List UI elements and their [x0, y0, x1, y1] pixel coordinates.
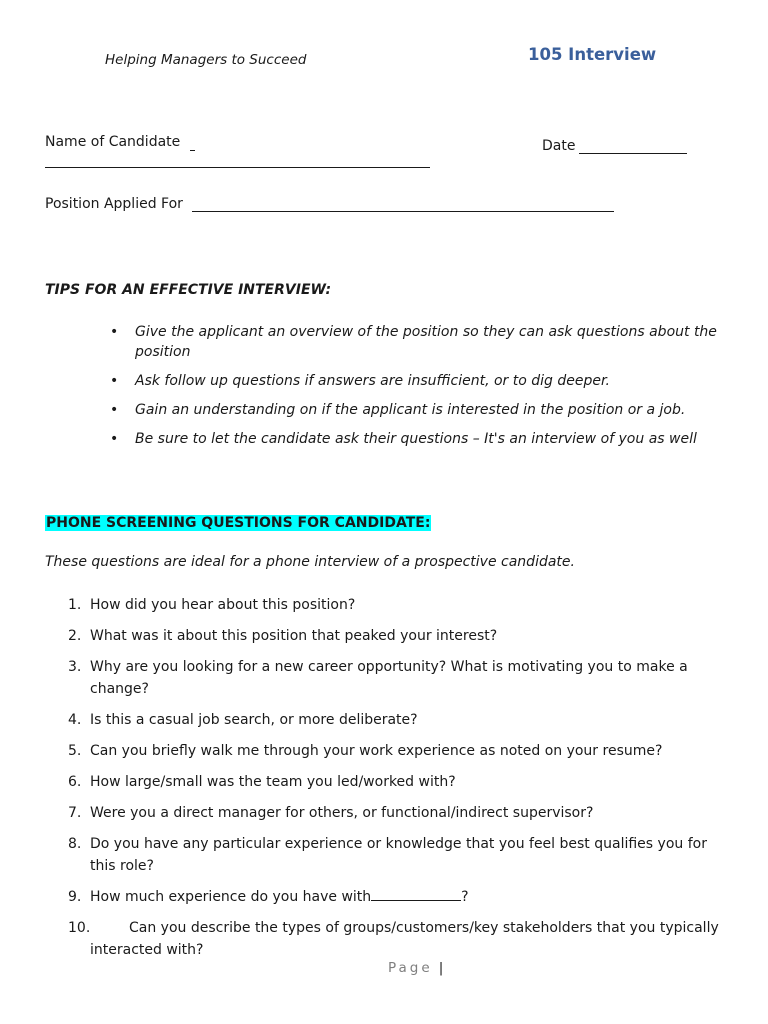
page-separator: | — [438, 960, 444, 976]
question-number: 5. — [68, 743, 82, 759]
question-item — [68, 917, 733, 961]
question-item — [68, 886, 733, 908]
question-number: 8. — [68, 836, 82, 852]
tip-item — [110, 322, 735, 362]
question-item — [68, 656, 733, 700]
question-text: Can you briefly walk me through your work experience as noted on your resume? — [90, 743, 663, 759]
phone-screening-heading: PHONE SCREENING QUESTIONS FOR CANDIDATE: — [46, 515, 431, 531]
document-title: 105 Interview — [528, 45, 657, 64]
question-item — [68, 625, 733, 647]
question-text: Why are you looking for a new career opportunity? What is motivating you to make a change? — [90, 659, 688, 697]
bullet-icon: • — [110, 324, 119, 340]
tip-text: Give the applicant an overview of the position so they can ask questions about the position — [135, 324, 717, 360]
question-number: 1. — [68, 597, 82, 613]
bullet-icon: • — [110, 373, 119, 389]
question-number: 7. — [68, 805, 82, 821]
page-label: Page — [388, 960, 433, 976]
question-text: Were you a direct manager for others, or functional/indirect supervisor? — [90, 805, 594, 821]
question-item — [68, 740, 733, 762]
question-number: 2. — [68, 628, 82, 644]
question-item — [68, 709, 733, 731]
question-text: Do you have any particular experience or knowledge that you feel best qualifies you for this role? — [90, 836, 707, 874]
question-number: 4. — [68, 712, 82, 728]
question-item — [68, 833, 733, 877]
phone-screening-intro: These questions are ideal for a phone interview of a prospective candidate. — [45, 554, 575, 570]
tip-item — [110, 371, 735, 391]
question-text: How much experience do you have with — [90, 889, 372, 905]
question-number: 9. — [68, 889, 82, 905]
question-text: How did you hear about this position? — [90, 597, 356, 613]
tips-list — [110, 322, 735, 458]
position-applied-label: Position Applied For — [45, 196, 183, 212]
tip-text: Gain an understanding on if the applicant is interested in the position or a job. — [135, 402, 686, 418]
question-text-end: ? — [461, 889, 469, 905]
question-number: 6. — [68, 774, 82, 790]
question-number: 3. — [68, 659, 82, 675]
candidate-name-line[interactable] — [45, 167, 430, 168]
question-item — [68, 802, 733, 824]
tagline: Helping Managers to Succeed — [105, 52, 307, 68]
question-number: 10. — [68, 920, 91, 936]
tip-text: Ask follow up questions if answers are insufficient, or to dig deeper. — [135, 373, 610, 389]
candidate-name-label: Name of Candidate — [45, 134, 181, 150]
tip-item — [110, 400, 735, 420]
bullet-icon: • — [110, 431, 119, 447]
question-text: Can you describe the types of groups/customers/key stakeholders that you typically interacted with? — [90, 920, 719, 958]
tip-text: Be sure to let the candidate ask their questions – It's an interview of you as well — [135, 431, 697, 447]
page-footer — [388, 960, 443, 976]
fill-in-blank[interactable] — [371, 886, 461, 901]
candidate-name-line-short — [190, 150, 195, 151]
question-item — [68, 771, 733, 793]
bullet-icon: • — [110, 402, 119, 418]
questions-list — [68, 594, 733, 970]
question-text: What was it about this position that peaked your interest? — [90, 628, 498, 644]
position-applied-line[interactable] — [192, 211, 614, 212]
question-item — [68, 594, 733, 616]
tips-heading: TIPS FOR AN EFFECTIVE INTERVIEW: — [45, 282, 332, 298]
tip-item — [110, 429, 735, 449]
question-text: How large/small was the team you led/worked with? — [90, 774, 456, 790]
date-line[interactable] — [579, 153, 687, 154]
question-text: Is this a casual job search, or more deliberate? — [90, 712, 418, 728]
date-label: Date — [542, 138, 576, 154]
